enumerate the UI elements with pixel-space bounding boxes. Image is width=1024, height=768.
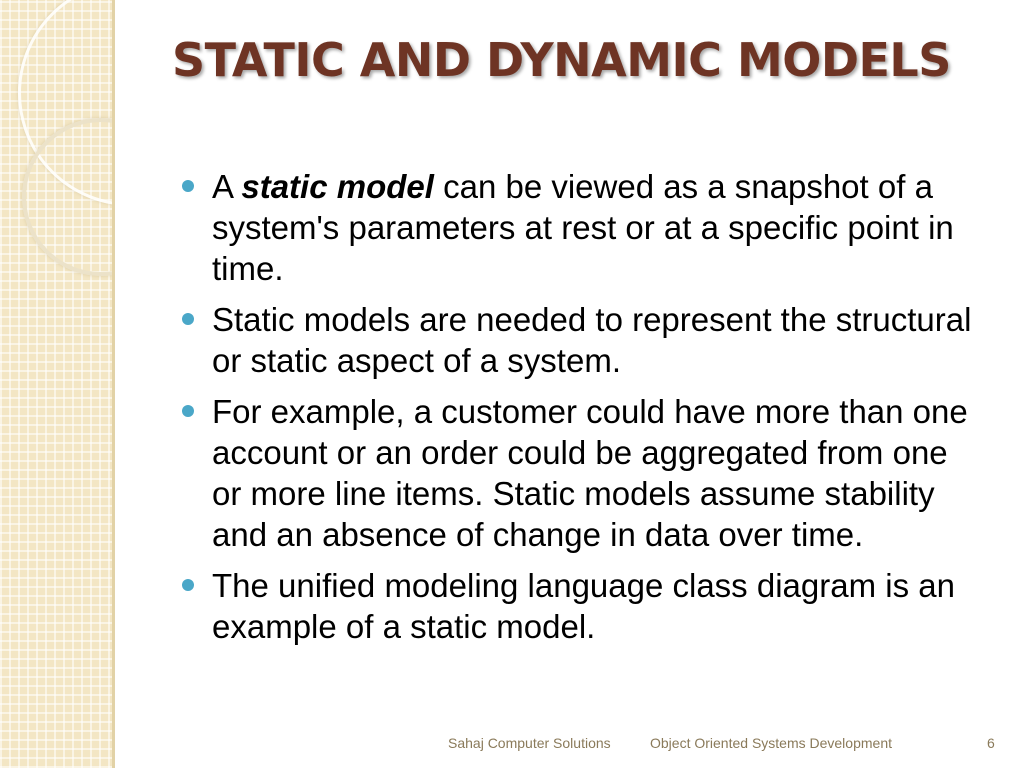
bullet-icon — [182, 579, 194, 591]
bullet-text: Static models are needed to represent the structural or static aspect of a system. — [212, 301, 972, 379]
bullet-text: The unified modeling language class diagram is an example of a static model. — [212, 567, 955, 645]
bullet-text-prefix: A — [212, 168, 242, 205]
side-strip-edge — [112, 0, 115, 768]
bullet-item-uml — [182, 565, 982, 647]
footer-page-number: 6 — [987, 735, 995, 751]
bullet-item-example — [182, 391, 982, 555]
bullet-item-static-model — [182, 166, 982, 289]
slide-title: STATIC AND DYNAMIC MODELS — [172, 33, 951, 87]
bullet-icon — [182, 180, 194, 192]
bullet-item-structural — [182, 299, 982, 381]
bullet-list — [182, 166, 982, 657]
footer-course-title: Object Oriented Systems Development — [650, 735, 892, 751]
bullet-icon — [182, 405, 194, 417]
footer-organization: Sahaj Computer Solutions — [448, 735, 611, 751]
emphasized-term: static model — [241, 168, 434, 205]
bullet-text: For example, a customer could have more than one account or an order could be aggregated from one or more line items. Static models assume stability and an absence of change in data over time. — [212, 393, 968, 553]
bullet-icon — [182, 313, 194, 325]
decorative-side-strip — [0, 0, 112, 768]
bullet-text-suffix: can be viewed as a snapshot of a system's parameters at rest or at a specific point in time. — [212, 168, 954, 287]
